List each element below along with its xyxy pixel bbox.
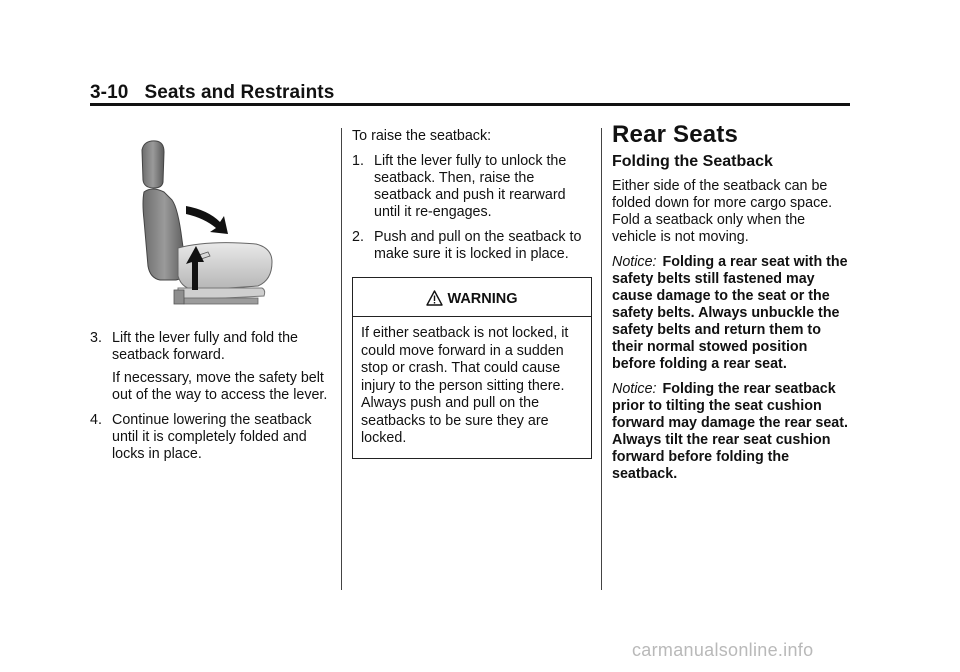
- step-number: 2.: [352, 229, 364, 245]
- intro-paragraph: Either side of the seatback can be folded down for more cargo space. Fold a seatback only when the vehicle is not moving.: [612, 178, 833, 245]
- notice-label: Notice:: [612, 254, 657, 270]
- middle-column: [352, 128, 592, 459]
- seat-fold-illustration: [138, 140, 278, 315]
- page-number: 3-10: [90, 82, 129, 103]
- step-text: Lift the lever fully and fold the seatback forward.: [112, 330, 298, 363]
- notice-1: [612, 254, 852, 373]
- step-1: [352, 153, 592, 221]
- step-3-note: If necessary, move the safety belt out of the way to access the lever.: [112, 370, 328, 403]
- notice-2: [612, 381, 852, 483]
- page-header: [90, 82, 850, 104]
- warning-header: [353, 278, 591, 317]
- watermark: carmanualsonline.info: [632, 640, 814, 660]
- column-divider-2: [601, 128, 602, 590]
- section-heading: Rear Seats: [612, 121, 739, 148]
- step-number: 3.: [90, 330, 102, 346]
- step-text: Continue lowering the seatback until it is completely folded and locks in place.: [112, 412, 312, 462]
- left-column: [90, 330, 330, 471]
- page-title: [90, 82, 850, 104]
- step-3: [90, 330, 330, 364]
- warning-body: If either seatback is not locked, it could move forward in a sudden stop or crash. That could cause injury to the person sitting there. Always push and pull on the seatbacks to be sure they are locked.: [361, 325, 569, 446]
- header-rule: [90, 103, 850, 106]
- step-text: Push and pull on the seatback to make sure it is locked in place.: [374, 229, 582, 262]
- warning-title: WARNING: [447, 291, 518, 307]
- subsection-heading: Folding the Seatback: [612, 153, 773, 170]
- step-text: Lift the lever fully to unlock the seatback. Then, raise the seatback and push it rearward until it re-engages.: [374, 153, 567, 220]
- step-number: 1.: [352, 153, 364, 169]
- warning-triangle-icon: [426, 290, 443, 306]
- warning-box: [352, 277, 592, 459]
- right-column: [612, 121, 852, 491]
- notice-text: Folding the rear seatback prior to tilting the seat cushion forward may damage the rear seat. Always tilt the rear seat cushion forward before folding the seatback.: [612, 381, 848, 482]
- section-title: Seats and Restraints: [144, 82, 335, 103]
- notice-text: Folding a rear seat with the safety belts still fastened may cause damage to the seat or the safety belts. Always unbuckle the safety belts and return them to their normal stowed position before folding a rear seat.: [612, 254, 848, 372]
- column-divider-1: [341, 128, 342, 590]
- raise-intro: To raise the seatback:: [352, 128, 492, 144]
- step-number: 4.: [90, 412, 102, 428]
- notice-label: Notice:: [612, 381, 657, 397]
- step-2: [352, 229, 592, 263]
- step-4: [90, 412, 330, 463]
